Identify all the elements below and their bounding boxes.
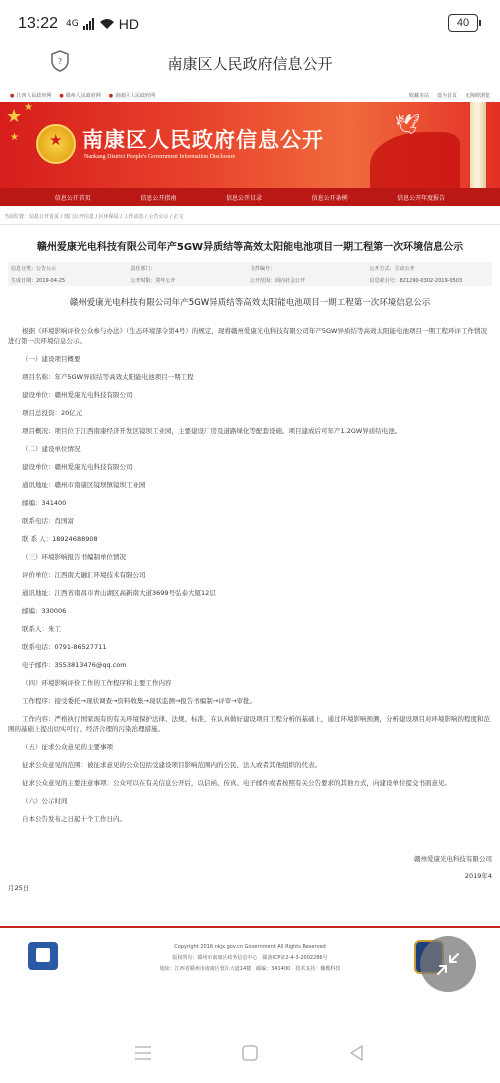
nav-catalog[interactable]: 信息公开目录 (225, 194, 262, 202)
signal-bars-icon (83, 18, 95, 30)
shrink-window-button[interactable] (420, 936, 476, 992)
meta-department: 责任部门： (130, 265, 156, 272)
section-heading: （四）环境影响评价工作的工作程序和主要工作内容 (22, 679, 172, 687)
breadcrumb[interactable]: 当前位置：信息公开首页 / 部门公开信息 / 区环保局 / 工作动态 / 公告公示 / 正文 (0, 213, 500, 225)
section-heading: （五）征求公众意见的主要事项 (22, 743, 113, 751)
top-links (0, 88, 500, 102)
nav-regulations[interactable]: 信息公开条例 (311, 194, 348, 202)
system-nav-bar (0, 1030, 500, 1075)
status-icons (66, 16, 139, 32)
link-accessibility[interactable]: 无障碍浏览 (464, 92, 490, 99)
list-item: 项目总投资：20亿元 (22, 409, 83, 417)
main-nav (0, 188, 500, 206)
meta-category: 信息分类：公告公示 (11, 265, 57, 272)
menu-icon[interactable] (133, 1044, 153, 1062)
nav-guide[interactable]: 信息公开指南 (140, 194, 177, 202)
wifi-icon (99, 18, 115, 30)
back-icon[interactable] (347, 1044, 367, 1062)
link-ganzhou-gov[interactable]: ● 赣州人民政府网 (59, 92, 100, 99)
list-item: 项目名称：年产5GW异质结等高效太阳能电池项目一期工程 (22, 373, 194, 381)
opinion-ways: 征求公众意见的主要注意事项：公众可以在有关信息公开后，以信函、传真、电子邮件或者按照有关公告要求的其他方式，向建设单位提交书面意见。 (22, 779, 451, 787)
copyright: Copyright 2016 nkjx.gov.cn Government All Rights Reserved (174, 944, 326, 950)
list-item: 建设单位：赣州爱康光电科技有限公司 (22, 463, 133, 471)
browser-title-bar (0, 48, 500, 78)
status-time: 13:22 (18, 15, 59, 32)
list-item: 邮编：341400 (22, 499, 67, 507)
list-item: 评价单位：江西南大融汇环境技术有限公司 (22, 571, 146, 579)
banner (0, 102, 500, 188)
star-icon: ★ (10, 132, 19, 143)
meta-scope: 公开范围：面向社会公开 (250, 277, 306, 284)
section-heading: （一）建设项目概要 (22, 355, 81, 363)
page-title: 南康区人民政府信息公开 (167, 54, 333, 73)
battery-icon: 40 (448, 14, 478, 32)
hd-indicator: HD (118, 16, 139, 32)
list-item: 联 系 人：18924688908 (22, 535, 98, 543)
document-content (8, 326, 492, 832)
link-nankang-gov[interactable]: ● 南康区人民政府网 (109, 92, 155, 99)
list-item: 邮编：330006 (22, 607, 67, 615)
meta-disclosure-method: 公开方式：主动公开 (369, 265, 415, 272)
work-program: 工作程序：接受委托→现状调查→资料收集→现状监测→报告书编制→评审→审批。 (22, 697, 257, 705)
banner-subtitle: Nankang District People's Government Information Disclosure (84, 154, 236, 160)
link-bookmark[interactable]: 收藏本站 (408, 92, 429, 99)
meta-index: 信息索引号：821290-0302-2019-0503 (369, 277, 463, 284)
star-icon: ★ (24, 102, 33, 113)
opinion-scope: 征求公众意见的范围：被征求意见的公众包括受建设项目影响范围内的公民、法人或者其他组织的代表。 (22, 761, 321, 769)
pillar-decoration (470, 102, 486, 188)
home-icon[interactable] (240, 1044, 260, 1062)
dove-icon: 🕊 (394, 112, 420, 136)
document-title: 赣州爱康光电科技有限公司年产5GW异质结等高效太阳能电池项目一期工程第一次环境信息公示 (36, 242, 464, 253)
status-bar (0, 0, 500, 48)
nav-annual-report[interactable]: 信息公开年度报告 (397, 194, 446, 202)
flag-decoration (370, 132, 460, 188)
list-item: 通讯地址：赣州市南康区镜坝镇镜坝工业园 (22, 481, 146, 489)
publicity-period: 自本公告发布之日起十个工作日内。 (22, 815, 126, 823)
document-subtitle: 赣州爱康光电科技有限公司年产5GW异质结等高效太阳能电池项目一期工程第一次环境信息公示 (69, 298, 431, 308)
work-content: 工作内容：严格执行国家现有的有关环境保护法律、法规、标准，在认真做好建设项目工程分析的基础上，通过环境影响预测，分析建设项目对环境影响的程度和范围的基础上提出切实可行、经济合理的污染治理措施。 (8, 715, 490, 733)
list-item: 联系人：朱工 (22, 625, 61, 633)
section-heading: （二）建设单位情况 (22, 445, 81, 453)
intro-paragraph: 根据《环境影响评价公众参与办法》（生态环境部令第4号）的规定，现将赣州爱康光电科技有限公司年产5GW异质结等高效太阳能电池项目一期工程环评工作情况进行第一次环境信息公示。 (8, 327, 487, 345)
list-item: 联系电话：0791-86527711 (22, 643, 107, 651)
signer: 赣州爱康光电科技有限公司 (414, 855, 492, 863)
banner-title: 南康区人民政府信息公开 (82, 127, 324, 152)
list-item: 建设单位：赣州爱康光电科技有限公司 (22, 391, 133, 399)
signal-icon: 4G (66, 19, 79, 29)
shield-icon[interactable] (50, 50, 70, 72)
nav-home[interactable]: 信息公开首页 (54, 194, 91, 202)
footer-address: 地址：江西省赣州市南康区蓉江大道14楼 邮编：341400 技术支持：橄榄科技 (159, 966, 341, 972)
email-link[interactable]: 电子邮件：3553813476@qq.com (22, 661, 127, 669)
document-meta (8, 262, 492, 286)
list-item: 通讯地址：江西省南昌市青山湖区高新南大道3699号弘泰大厦12层 (22, 589, 216, 597)
link-jiangxi-gov[interactable]: ● 江西人民政府网 (10, 92, 51, 99)
national-emblem-icon (36, 124, 76, 164)
svg-text:?: ? (57, 57, 63, 66)
section-heading: （六）公示时间 (22, 797, 68, 805)
collapse-arrows-icon (434, 950, 462, 978)
link-set-home[interactable]: 设为首页 (436, 92, 457, 99)
list-item: 联系电话：肖国富 (22, 517, 74, 525)
sign-date-continued: 月25日 (8, 884, 30, 892)
meta-time-limit: 公开时限：常年公开 (130, 277, 176, 284)
star-icon: ★ (6, 106, 23, 127)
meta-file-number: 文件编号： (250, 265, 276, 272)
sign-date: 2019年4 (464, 872, 492, 880)
meta-date: 生成日期：2019-04-25 (11, 277, 66, 284)
project-overview: 项目概况：项目位于江西南康经济开发区镜坝工业园，主要建设厂房及道路绿化等配套设施。项目建成后可年产1.2GW异质结电池。 (22, 427, 402, 435)
footer-owner: 版权所有：赣州市南康区政务信息中心 赣备ICP证2-4-3-2002286号 (172, 955, 328, 961)
section-heading: （三）环境影响报告书编制单位情况 (22, 553, 126, 561)
